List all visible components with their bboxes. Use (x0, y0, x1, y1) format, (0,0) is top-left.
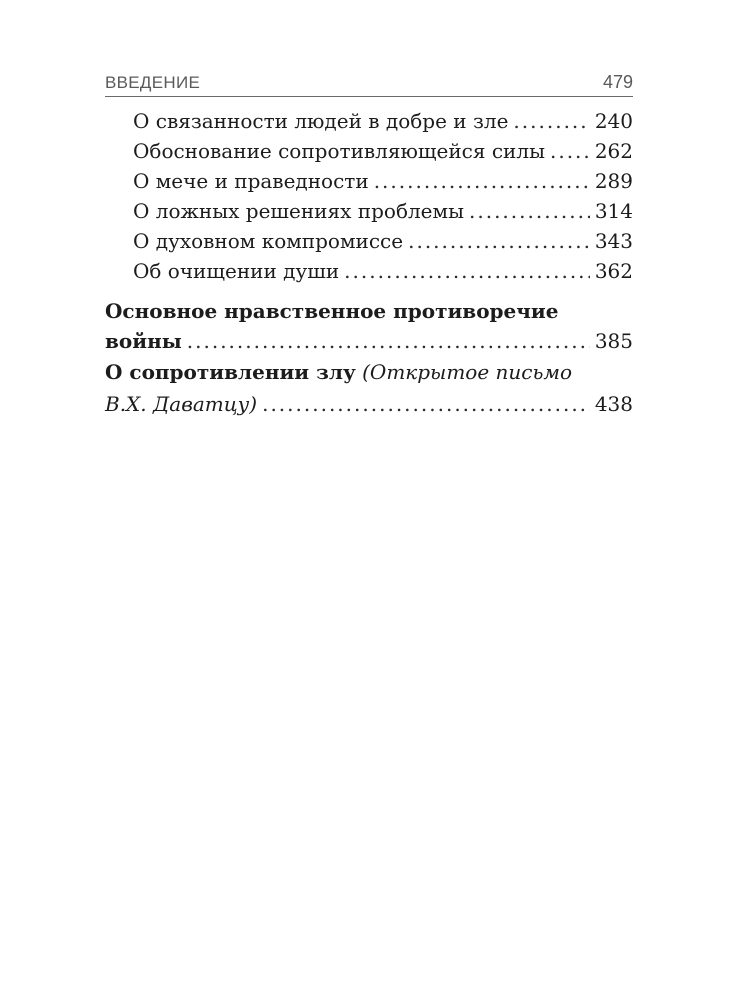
section-title: ВВЕДЕНИЕ (105, 73, 201, 92)
toc-entry (133, 106, 633, 136)
toc-main-entry-title: О сопротивлении злу (105, 360, 356, 384)
toc-entry-page: 385 (594, 329, 633, 353)
toc-main-entry-title-continued: войны (105, 329, 182, 353)
dot-leader (408, 226, 590, 256)
page-number: 479 (602, 72, 633, 92)
toc-entry-title: О ложных решениях проблемы (133, 199, 464, 223)
toc-main-entry (105, 326, 633, 356)
toc-main-entry-subtitle: (Открытое письмо (362, 360, 572, 384)
toc-entry-title: О мече и праведности (133, 169, 369, 193)
dot-leader (374, 166, 590, 196)
dot-leader (513, 106, 589, 136)
toc-entry-page: 262 (594, 139, 633, 163)
toc-entry-page: 240 (594, 109, 633, 133)
toc-entry-page: 362 (594, 259, 633, 283)
toc-entry (133, 196, 633, 226)
dot-leader (187, 326, 590, 356)
toc-entry (133, 136, 633, 166)
toc-main-entry (105, 357, 633, 387)
toc-entry-page: 314 (594, 199, 633, 223)
running-header (105, 72, 633, 97)
toc-entry (133, 166, 633, 196)
toc-entry (133, 256, 633, 286)
toc-main-entry-subtitle-continued: В.Х. Даватцу) (105, 392, 258, 416)
dot-leader (262, 389, 590, 419)
toc-entry (133, 226, 633, 256)
toc-entry-title: О духовном компромиссе (133, 229, 404, 253)
toc-entry-page: 438 (594, 392, 633, 416)
dot-leader (344, 256, 590, 286)
dot-leader (469, 196, 590, 226)
toc-entry-title: Обоснование сопротивляющейся силы (133, 139, 545, 163)
toc-main-entry-title: Основное нравственное противоречие (105, 299, 559, 323)
toc-entry-title: О связанности людей в добре и зле (133, 109, 509, 133)
toc-entry-page: 343 (594, 229, 633, 253)
toc-entry-page: 289 (594, 169, 633, 193)
toc-main-entry (105, 389, 633, 419)
toc-entry-title: Об очищении души (133, 259, 340, 283)
dot-leader (550, 136, 590, 166)
